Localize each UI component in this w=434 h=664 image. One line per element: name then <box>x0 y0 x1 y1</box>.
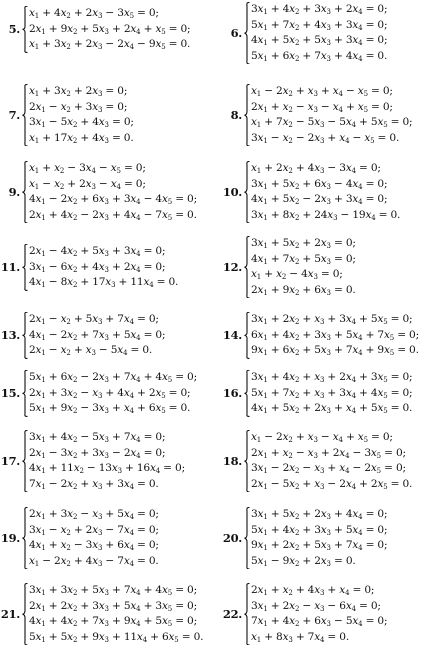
equation-line: $x_1 + 3x_2 + 2x_3 - 2x_4 - 9x_5 = 0$. <box>29 38 191 52</box>
equation-line: $3x_1 + 2x_2 + x_3 + 3x_4 + 5x_5 = 0$; <box>251 313 413 326</box>
left-brace <box>22 6 28 53</box>
equation-line: $5x_1 + 6x_2 - 2x_3 + 7x_4 + 4x_5 = 0$; <box>29 371 197 384</box>
equation-line: $5x_1 + 7x_2 + 4x_3 + 3x_4 = 0$; <box>251 18 388 32</box>
problem-17 <box>0 430 185 492</box>
left-brace <box>22 583 28 645</box>
equation-line: $2x_1 + x_2 - x_3 + 2x_4 - 3x_5 = 0$; <box>251 446 406 460</box>
equation-line: $4x_1 - 2x_2 + 6x_3 + 3x_4 - 4x_5 = 0$; <box>29 193 197 207</box>
equation-system <box>22 507 159 569</box>
left-brace <box>244 583 250 645</box>
left-brace <box>244 430 250 492</box>
problem-6 <box>222 2 387 64</box>
equation-system <box>22 430 185 492</box>
equation-line: $x_1 + 7x_2 - 5x_3 - 5x_4 + 5x_5 = 0$; <box>251 116 413 130</box>
equation-line: $x_1 + 2x_2 + 4x_3 - 3x_4 = 0$; <box>251 162 381 175</box>
problem-number: 18. <box>222 454 242 469</box>
problem-number: 7. <box>8 108 20 123</box>
problem-number: 22. <box>222 607 242 622</box>
problem-number: 21. <box>0 607 20 622</box>
problem-20 <box>222 507 387 569</box>
problem-5 <box>0 6 190 53</box>
equation-line: $6x_1 + 4x_2 + 3x_3 + 5x_4 + 7x_5 = 0$; <box>251 328 419 342</box>
equation-line: $4x_1 + 4x_2 + 7x_3 + 9x_4 + 5x_5 = 0$; <box>29 615 197 629</box>
problem-number: 14. <box>222 328 242 343</box>
problem-number: 16. <box>222 386 242 401</box>
equation-line: $x_1 - x_2 + 2x_3 - x_4 = 0$; <box>29 177 146 191</box>
problem-number: 15. <box>0 386 20 401</box>
equation-line: $3x_1 + 4x_2 + x_3 + 2x_4 + 3x_5 = 0$; <box>251 371 413 384</box>
equation-line: $2x_1 - x_2 + 5x_3 + 7x_4 = 0$; <box>29 313 159 326</box>
equation-line: $4x_1 + 5x_2 - 2x_3 + 3x_4 = 0$; <box>251 193 388 207</box>
problem-number: 10. <box>222 185 242 200</box>
left-brace <box>244 84 250 146</box>
equation-system <box>244 2 387 64</box>
equation-line: $2x_1 + 3x_2 - x_3 + 4x_4 + 2x_5 = 0$; <box>29 386 191 400</box>
equation-line: $x_1 + x_2 - 4x_3 = 0$; <box>251 268 343 282</box>
left-brace <box>22 84 28 146</box>
left-brace <box>22 430 28 492</box>
equation-line: $x_1 + 8x_3 + 7x_4 = 0$. <box>251 630 349 644</box>
equation-line: $3x_1 + 2x_2 - x_3 - 6x_4 = 0$; <box>251 599 381 613</box>
equation-line: $2x_1 + x_2 + 4x_3 + x_4 = 0$; <box>251 584 375 597</box>
left-brace <box>244 236 250 298</box>
problem-number: 9. <box>8 185 20 200</box>
equation-line: $9x_1 + 2x_2 + 5x_3 + 7x_4 = 0$; <box>251 539 388 553</box>
equation-line: $3x_1 + 4x_2 - 5x_3 + 7x_4 = 0$; <box>29 431 166 444</box>
problem-22 <box>222 583 387 645</box>
equation-line: $3x_1 + 3x_2 + 5x_3 + 7x_4 + 4x_5 = 0$; <box>29 584 197 597</box>
equation-line: $2x_1 - 5x_2 + x_3 - 2x_4 + 2x_5 = 0$. <box>251 477 413 491</box>
equation-line: $9x_1 + 6x_2 + 5x_3 + 7x_4 + 9x_5 = 0$. <box>251 344 419 358</box>
equation-line: $x_1 + x_2 - 3x_4 - x_5 = 0$; <box>29 162 146 175</box>
problem-14 <box>222 312 419 359</box>
equation-system <box>22 84 134 146</box>
equation-line: $x_1 - 2x_2 + x_3 + x_4 - x_5 = 0$; <box>251 85 393 98</box>
equation-line: $3x_1 - 2x_2 - x_3 + x_4 - 2x_5 = 0$; <box>251 462 406 476</box>
problem-number: 12. <box>222 260 242 275</box>
equation-line: $7x_1 + 4x_2 + 6x_3 - 5x_4 = 0$; <box>251 615 388 629</box>
problem-number: 6. <box>230 26 242 41</box>
problem-number: 17. <box>0 454 20 469</box>
problem-11 <box>0 244 178 291</box>
equation-line: $5x_1 + 5x_2 + 9x_3 + 11x_4 + 6x_5 = 0$. <box>29 630 204 644</box>
left-brace <box>244 2 250 64</box>
equation-line: $2x_1 + 3x_2 - x_3 + 5x_4 = 0$; <box>29 508 159 521</box>
equation-line: $x_1 + 4x_2 + 2x_3 - 3x_5 = 0$; <box>29 7 159 20</box>
problem-12 <box>222 236 356 298</box>
equation-line: $3x_1 + 4x_2 + 3x_3 + 2x_4 = 0$; <box>251 3 388 16</box>
problem-10 <box>222 161 400 223</box>
equation-system <box>22 161 197 223</box>
equation-line: $4x_1 + 7x_2 + 5x_3 = 0$; <box>251 252 356 266</box>
left-brace <box>22 370 28 417</box>
equation-line: $5x_1 - 9x_2 + 2x_3 = 0$. <box>251 554 356 568</box>
problem-18 <box>222 430 412 492</box>
equation-system <box>244 430 412 492</box>
equation-system <box>22 370 197 417</box>
equation-line: $5x_1 + 4x_2 + 3x_3 + 5x_4 = 0$; <box>251 523 388 537</box>
problem-number: 5. <box>8 22 20 37</box>
problem-number: 8. <box>230 108 242 123</box>
left-brace <box>22 312 28 359</box>
equation-system <box>244 370 412 417</box>
equation-line: $3x_1 + 5x_2 + 2x_3 + 4x_4 = 0$; <box>251 508 388 521</box>
problem-number: 11. <box>0 260 20 275</box>
equation-line: $2x_1 - x_2 + x_3 - 5x_4 = 0$. <box>29 344 153 358</box>
left-brace <box>244 507 250 569</box>
equation-line: $2x_1 + 4x_2 - 2x_3 + 4x_4 - 7x_5 = 0$. <box>29 208 197 222</box>
equation-line: $3x_1 + 5x_2 + 6x_3 - 4x_4 = 0$; <box>251 177 388 191</box>
problem-number: 20. <box>222 531 242 546</box>
equation-line: $2x_1 + 9x_2 + 5x_3 + 2x_4 + x_5 = 0$; <box>29 22 191 36</box>
problem-number: 19. <box>0 531 20 546</box>
equation-line: $3x_1 - 6x_2 + 4x_3 + 2x_4 = 0$; <box>29 260 166 274</box>
equation-line: $3x_1 + 5x_2 + 2x_3 = 0$; <box>251 237 356 250</box>
equation-system <box>244 161 400 223</box>
equation-line: $2x_1 + 2x_2 + 3x_3 + 5x_4 + 3x_5 = 0$; <box>29 599 197 613</box>
problem-16 <box>222 370 412 417</box>
equation-system <box>244 312 419 359</box>
left-brace <box>22 161 28 223</box>
equation-system <box>22 6 190 53</box>
problem-13 <box>0 312 165 359</box>
problem-9 <box>0 161 197 223</box>
problem-number: 13. <box>0 328 20 343</box>
equation-line: $2x_1 + 9x_2 + 6x_3 = 0$. <box>251 283 356 297</box>
equation-line: $2x_1 + x_2 - x_3 - x_4 + x_5 = 0$; <box>251 100 393 114</box>
equation-line: $3x_1 - 5x_2 + 4x_3 = 0$; <box>29 116 134 130</box>
equation-line: $2x_1 - x_2 + 3x_3 = 0$; <box>29 100 128 114</box>
equation-line: $3x_1 + 8x_2 + 24x_3 - 19x_4 = 0$. <box>251 208 401 222</box>
problem-8 <box>222 84 412 146</box>
equation-line: $4x_1 + x_2 - 3x_3 + 6x_4 = 0$; <box>29 539 159 553</box>
left-brace <box>244 312 250 359</box>
equation-system <box>244 236 356 298</box>
equation-line: $3x_1 - x_2 + 2x_3 - 7x_4 = 0$; <box>29 523 159 537</box>
left-brace <box>22 507 28 569</box>
equation-system <box>22 244 178 291</box>
equation-system <box>22 312 165 359</box>
equation-line: $5x_1 + 7x_2 + x_3 + 3x_4 + 4x_5 = 0$; <box>251 386 413 400</box>
equation-line: $x_1 + 17x_2 + 4x_3 = 0$. <box>29 131 134 145</box>
equation-line: $2x_1 - 3x_2 + 3x_3 - 2x_4 = 0$; <box>29 446 166 460</box>
problem-7 <box>0 84 134 146</box>
equation-line: $x_1 + 3x_2 + 2x_3 = 0$; <box>29 85 128 98</box>
equation-line: $5x_1 + 9x_2 - 3x_3 + x_4 + 6x_5 = 0$. <box>29 402 191 416</box>
equation-line: $4x_1 - 2x_2 + 7x_3 + 5x_4 = 0$; <box>29 328 166 342</box>
equation-system <box>22 583 203 645</box>
equation-line: $x_1 - 2x_2 + 4x_3 - 7x_4 = 0$. <box>29 554 159 568</box>
equation-line: $2x_1 - 4x_2 + 5x_3 + 3x_4 = 0$; <box>29 245 166 258</box>
problem-21 <box>0 583 203 645</box>
equation-system <box>244 84 412 146</box>
equation-line: $x_1 - 2x_2 + x_3 - x_4 + x_5 = 0$; <box>251 431 393 444</box>
equation-line: $5x_1 + 6x_2 + 7x_3 + 4x_4 = 0$. <box>251 49 388 63</box>
left-brace <box>22 244 28 291</box>
left-brace <box>244 161 250 223</box>
equation-line: $4x_1 - 8x_2 + 17x_3 + 11x_4 = 0$. <box>29 276 179 290</box>
equation-line: $4x_1 + 5x_2 + 5x_3 + 3x_4 = 0$; <box>251 34 388 48</box>
equation-line: $7x_1 - 2x_2 + x_3 + 3x_4 = 0$. <box>29 477 159 491</box>
equation-line: $4x_1 + 11x_2 - 13x_3 + 16x_4 = 0$; <box>29 462 185 476</box>
equation-line: $4x_1 + 5x_2 + 2x_3 + x_4 + 5x_5 = 0$. <box>251 402 413 416</box>
equation-line: $3x_1 - x_2 - 2x_3 + x_4 - x_5 = 0$. <box>251 131 400 145</box>
equation-system <box>244 507 387 569</box>
problem-15 <box>0 370 197 417</box>
left-brace <box>244 370 250 417</box>
equation-system <box>244 583 387 645</box>
problem-19 <box>0 507 159 569</box>
